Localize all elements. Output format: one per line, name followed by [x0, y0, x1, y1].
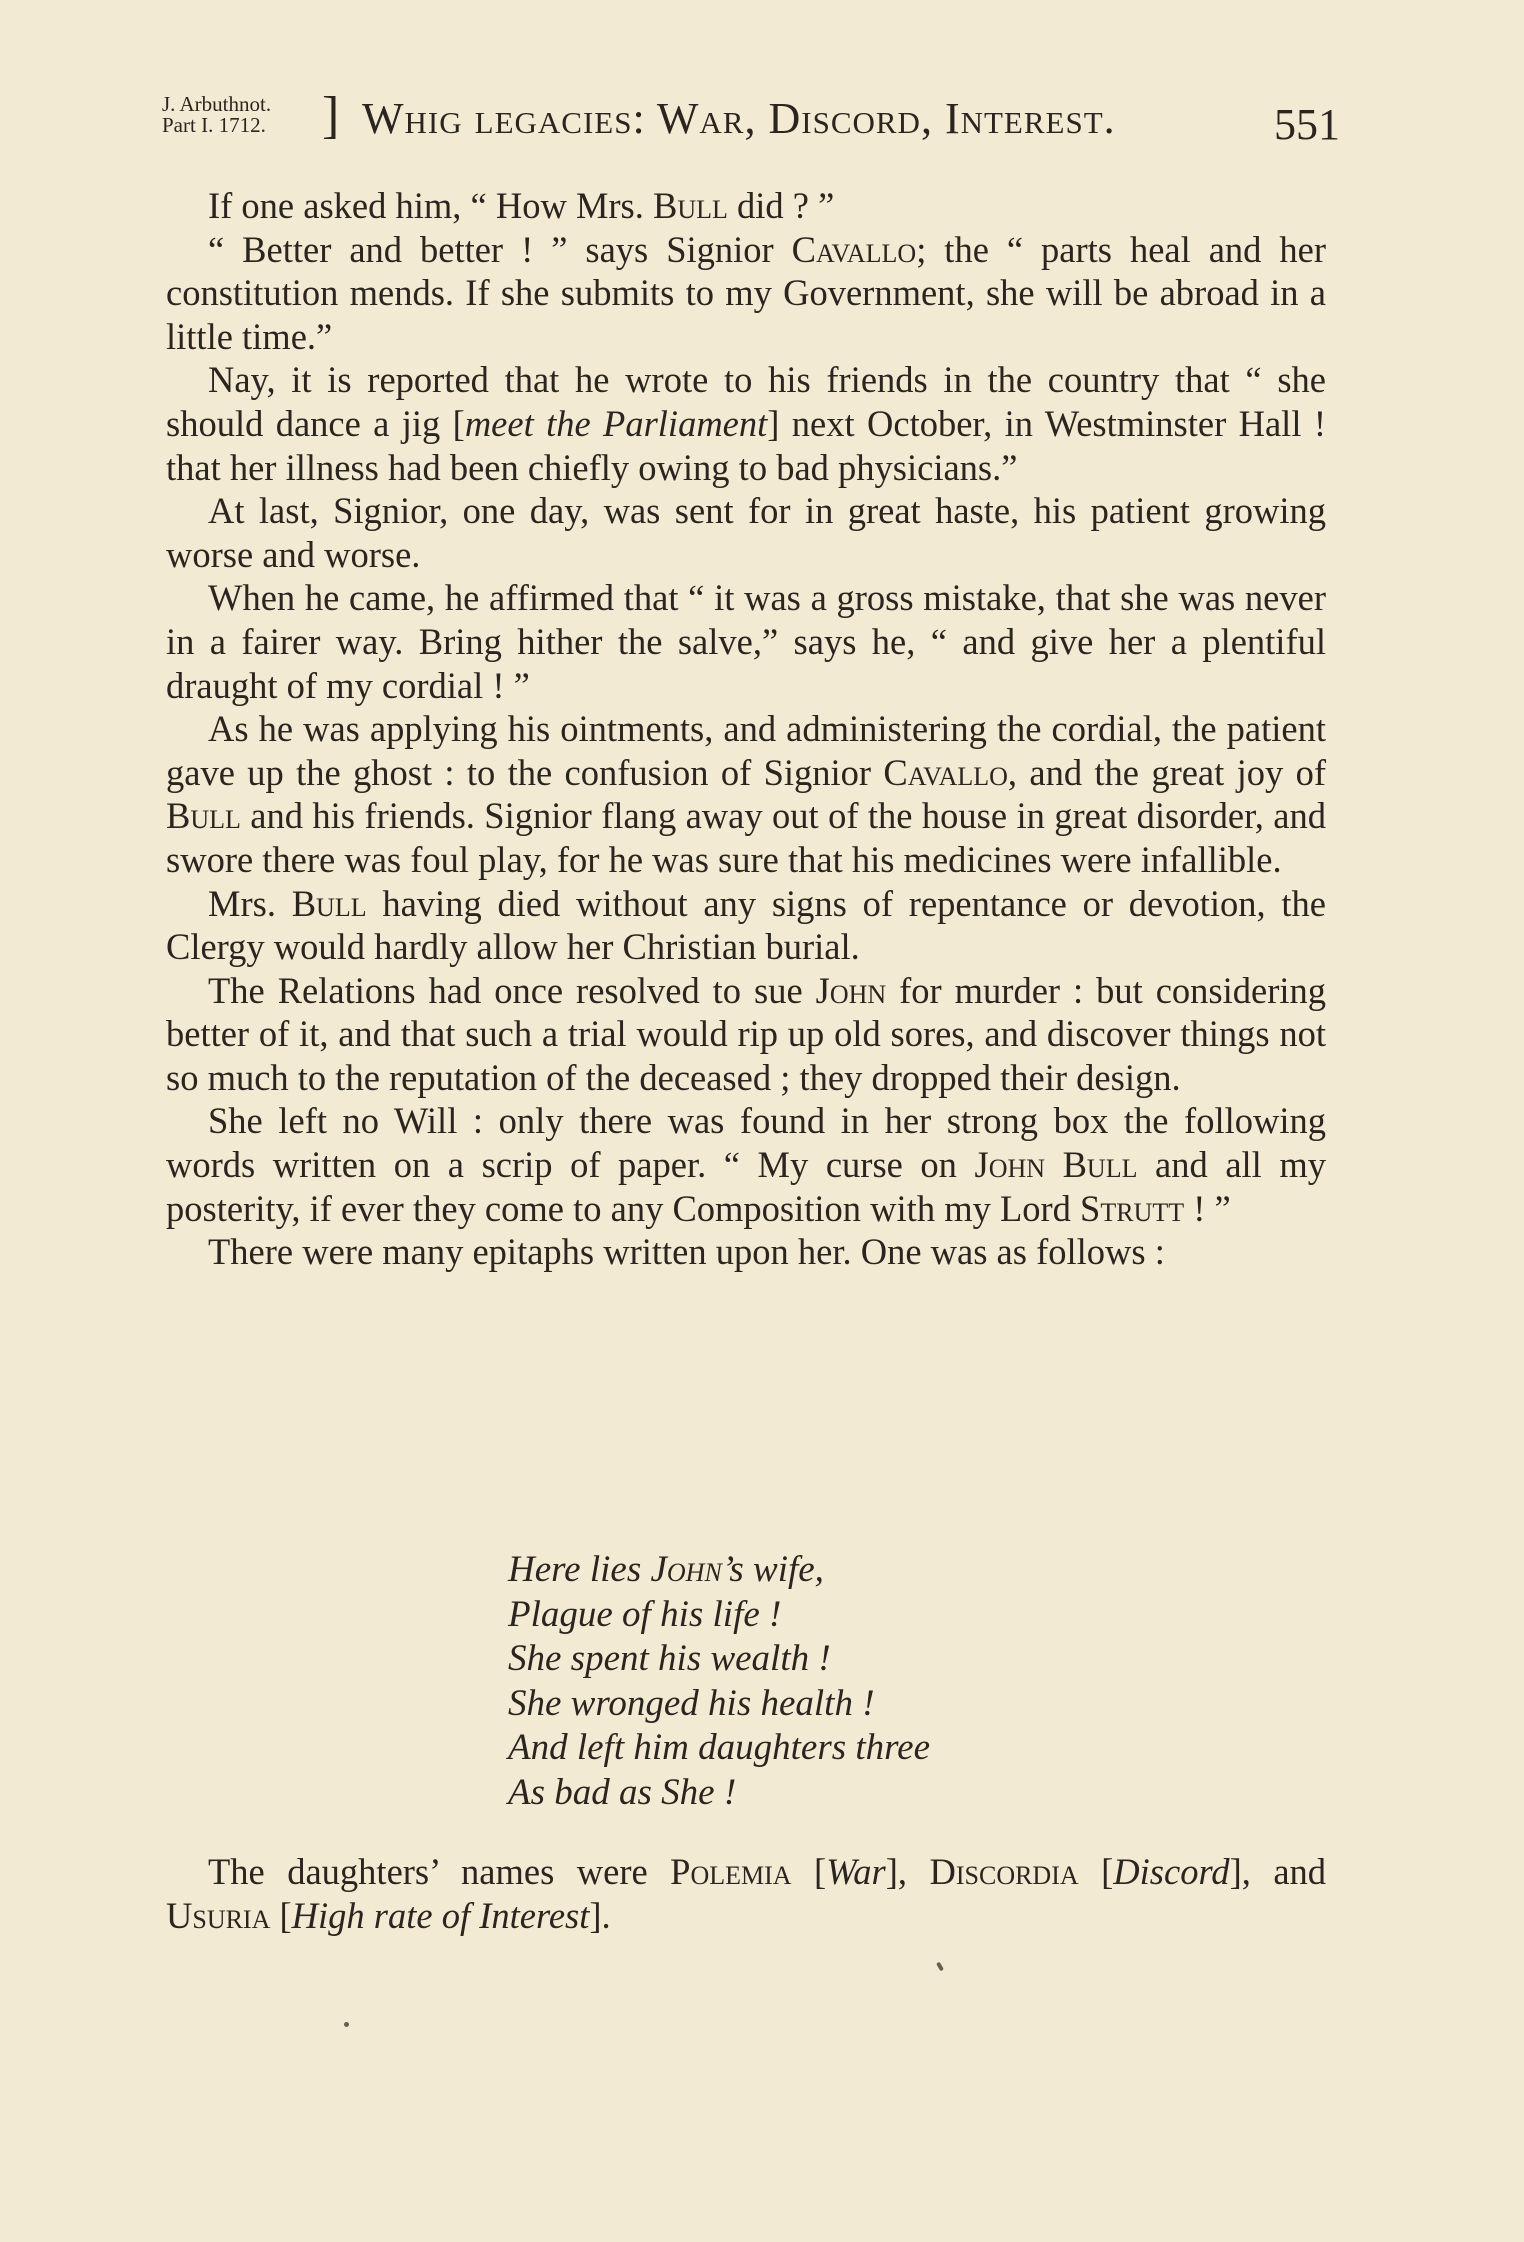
body-text	[166, 184, 1326, 1274]
page-header	[162, 88, 1340, 158]
text-run: [	[791, 1851, 827, 1892]
text-run: Mrs.	[208, 882, 292, 924]
text-run: [	[270, 1895, 292, 1936]
text-run: ], and	[1229, 1851, 1327, 1892]
paragraph-3	[166, 358, 1326, 489]
text-run: ] next October, in Westminster Hall ! that her illness had been chiefly owing to bad physicians.”	[166, 402, 1326, 488]
verse-line-3: She spent his wealth !	[508, 1638, 831, 1679]
italic-gloss: Discord	[1113, 1851, 1230, 1892]
paragraph-9	[166, 1099, 1326, 1230]
small-caps-name: John	[650, 1549, 722, 1590]
closing-paragraph	[166, 1850, 1326, 1938]
text-run: , and the great joy of	[1007, 751, 1326, 793]
text-run: The daughters’ names were	[208, 1851, 671, 1892]
text-run: and all my posterity, if ever they come to any Composition with my Lord	[166, 1144, 1327, 1229]
paragraph-10: There were many epitaphs written upon her. One was as follows :	[208, 1231, 1165, 1273]
italic-gloss: meet the Parliament	[464, 402, 768, 444]
verse-line-2: Plague of his life !	[508, 1593, 782, 1635]
paragraph-5: When he came, he affirmed that “ it was a gross mistake, that she was never in a fairer way. Bring hither the salve,” says he, “ and give her a plentiful draught of my cordial ! ”	[166, 577, 1326, 706]
text-run: did ? ”	[727, 185, 835, 226]
paragraph-6	[166, 707, 1326, 881]
text-run: Here lies	[508, 1549, 651, 1590]
text-run: ; the “ parts heal and her constitution mends. If she submits to my Government, she will be abroad in a little time.”	[166, 228, 1327, 357]
sidenote-author: J. Arbuthnot.	[162, 92, 272, 116]
verse-line-4: She wronged his health !	[508, 1682, 875, 1724]
italic-gloss: High rate of Interest	[291, 1895, 590, 1936]
text-run: for murder : but considering better of it, and that such a trial would rip up old sores, and discover things not so much to the reputation of the deceased ; they dropped their design.	[166, 969, 1326, 1098]
paragraph-8	[166, 969, 1326, 1100]
text-run: The Relations had once resolved to sue	[208, 969, 816, 1011]
paragraph-1	[166, 184, 1326, 228]
header-sidenote	[162, 94, 332, 136]
ink-speck	[936, 1962, 944, 1972]
text-run: As he was applying his ointments, and administering the cordial, the patient gave up the ghost : to the confusion of Signior	[166, 708, 1326, 793]
paragraph-7	[166, 882, 1326, 969]
small-caps-name: Cavallo	[791, 228, 917, 270]
small-caps-name: Strutt	[1080, 1187, 1185, 1229]
text-run: “ Better and better ! ” says Signior	[208, 228, 792, 270]
small-caps-name: Bull	[166, 795, 241, 837]
verse-line-6: As bad as She !	[508, 1771, 737, 1813]
epitaph-verse	[508, 1548, 930, 1815]
text-run: and his friends. Signior flang away out of the house in great disorder, and swore there was foul play, for he was sure that his medicines were infallible.	[166, 795, 1326, 880]
verse-line-5: And left him daughters three	[508, 1727, 931, 1768]
verse-line-1	[508, 1548, 930, 1593]
page-number: 551	[1274, 100, 1340, 149]
text-run: If one asked him, “ How Mrs.	[208, 185, 654, 226]
sidenote-part-year: Part I. 1712.	[162, 113, 266, 137]
text-run: She left no Will : only there was found in her strong box the following words written on a scrip of paper. “ My curse on	[166, 1100, 1326, 1186]
header-bracket: ]	[322, 87, 340, 144]
text-run: ],	[885, 1851, 930, 1892]
text-run: having died without any signs of repentance or devotion, the Clergy would hardly allow her Christian burial.	[166, 882, 1326, 968]
small-caps-name: John Bull	[974, 1144, 1138, 1186]
small-caps-name: Usuria	[166, 1895, 271, 1936]
text-run: Nay, it is reported that he wrote to his friends in the country that “ she should dance a jig [	[166, 359, 1326, 444]
running-title: Whig legacies: War, Discord, Interest.	[362, 94, 1116, 143]
small-caps-name: John	[815, 969, 887, 1011]
small-caps-name: Bull	[653, 185, 728, 226]
small-caps-name: Cavallo	[883, 751, 1008, 793]
text-run: ’s wife,	[721, 1549, 824, 1590]
text-run: ].	[589, 1895, 611, 1936]
italic-gloss: War	[826, 1851, 886, 1892]
paragraph-2	[166, 228, 1326, 359]
small-caps-name: Discordia	[929, 1851, 1079, 1892]
small-caps-name: Bull	[291, 882, 367, 924]
text-run: [	[1078, 1851, 1114, 1892]
text-run: ! ”	[1184, 1187, 1231, 1229]
small-caps-name: Polemia	[670, 1851, 792, 1892]
ink-speck	[344, 2022, 349, 2027]
paragraph-4: At last, Signior, one day, was sent for in great haste, his patient growing worse and worse.	[166, 490, 1326, 575]
